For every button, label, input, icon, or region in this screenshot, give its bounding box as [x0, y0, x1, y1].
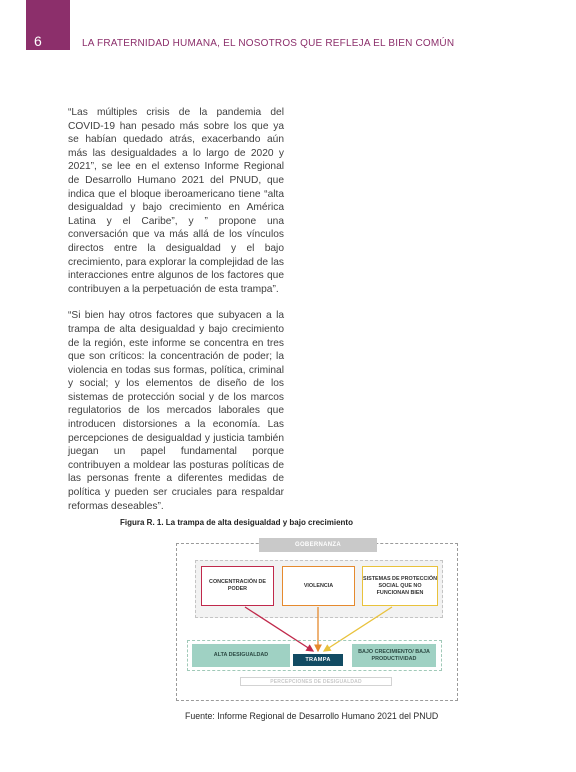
cause-power-concentration: CONCENTRACIÓN DE PODER: [201, 566, 274, 606]
cause-social-protection: SISTEMAS DE PROTECCIÓN SOCIAL QUE NO FUNCIONAN BIEN: [362, 566, 438, 606]
outcome-low-growth: BAJO CRECIMIENTO/ BAJA PRODUCTIVIDAD: [352, 644, 436, 667]
cause-violence: VIOLENCIA: [282, 566, 355, 606]
paragraph: “Si bien hay otros factores que subyacen a la trampa de alta desigualdad y bajo crecimiento de la región, este informe se concentra en tres que son críticos: la concentración de poder; la violencia en todas sus formas, política, criminal y social; y los elementos de diseño de los sistemas de protección social y de los marcos regulatorios de los mercados laborales que introducen distorsiones a la economía. Las percepciones de desigualdad y justicia también juegan un papel fundamental porque contribuyen a moldear las posturas políticas de las personas frente a diferentes medidas de política y pueden ser cruciales para respaldar reformas deseables”.: [68, 310, 284, 512]
governance-label: GOBERNANZA: [259, 538, 377, 552]
perceptions-label: PERCEPCIONES DE DESIGUALDAD: [240, 677, 392, 686]
page-number: 6: [34, 33, 42, 49]
figure-caption: Figura R. 1. La trampa de alta desigualdad y bajo crecimiento: [120, 518, 353, 527]
outcome-high-inequality: ALTA DESIGUALDAD: [192, 644, 290, 667]
trap-label: TRAMPA: [293, 654, 343, 666]
figure-source: Fuente: Informe Regional de Desarrollo Humano 2021 del PNUD: [185, 711, 439, 721]
paragraph: “Las múltiples crisis de la pandemia del COVID-19 han pesado más sobre los que ya se habían quedado atrás, exacerbando aún más las desigualdades a lo largo de 2020 y 2021”, se lee en el extenso Informe Regional de Desarrollo Humano 2021 del PNUD, que indica que el bloque iberoamericano tiene “alta desigualdad y bajo crecimiento en América Latina y el Caribe”, y ” propone una conversación que va más allá de los vínculos directos entre la desigualdad y el bajo crecimiento, para explorar la complejidad de las interacciones entre algunos de los factores que contribuyen a la perpetuación de esta trampa”.: [68, 107, 284, 295]
running-header: LA FRATERNIDAD HUMANA, EL NOSOTROS QUE REFLEJA EL BIEN COMÚN: [82, 38, 455, 49]
